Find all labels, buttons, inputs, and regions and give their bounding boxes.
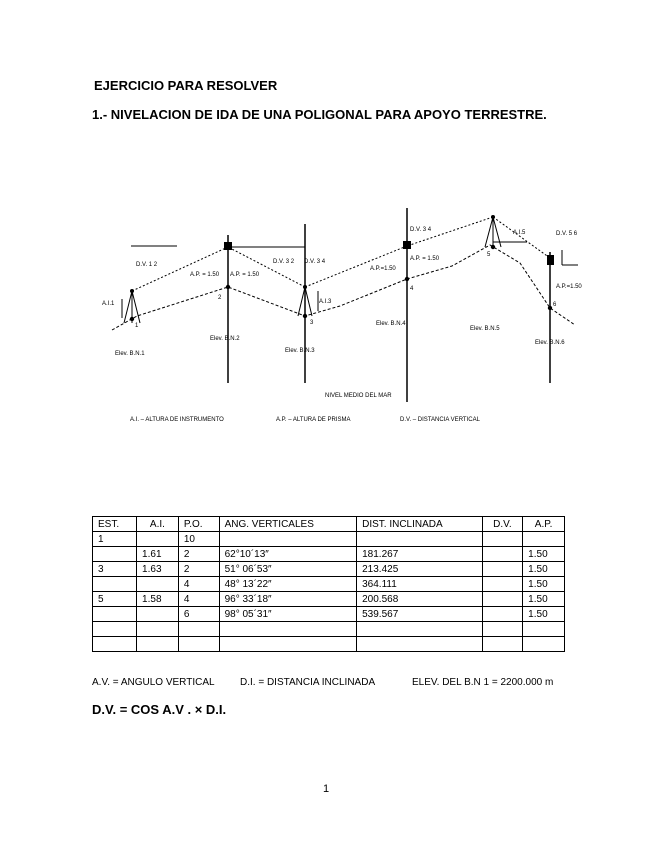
label-p2: 2: [218, 295, 222, 301]
leveling-table: [92, 516, 565, 652]
instrument-3: [303, 285, 307, 289]
col-ang: ANG. VERTICALES: [219, 517, 357, 532]
table-cell: 10: [178, 532, 219, 547]
table-header-row: [93, 517, 565, 532]
table-cell: 5: [93, 592, 137, 607]
table-body: [93, 532, 565, 652]
label-dv56: D.V. 5 6: [556, 231, 578, 237]
sight-line-3-2: [228, 247, 305, 287]
label-elev2: Elev. B.N.2: [210, 336, 240, 342]
prism-4: [403, 241, 411, 249]
table-cell: 3: [93, 562, 137, 577]
table-cell: 539.567: [357, 607, 483, 622]
table-cell: 4: [178, 592, 219, 607]
table-cell: [482, 577, 522, 592]
table-cell: 48° 13´22″: [219, 577, 357, 592]
label-elev6: Elev. B.N.6: [535, 340, 565, 346]
col-dist: DIST. INCLINADA: [357, 517, 483, 532]
label-elev4: Elev. B.N.4: [376, 321, 406, 327]
table-cell: 1.63: [137, 562, 179, 577]
label-p3: 3: [310, 320, 314, 326]
table-cell: [523, 532, 565, 547]
leveling-diagram: [0, 190, 655, 440]
table-cell: 200.568: [357, 592, 483, 607]
point-3: [303, 314, 307, 318]
table-cell: [357, 622, 483, 637]
prism-6: [547, 255, 554, 265]
sight-line-5-6: [493, 217, 550, 258]
table-cell: 4: [178, 577, 219, 592]
label-ap4b: A.P. = 1.50: [410, 256, 440, 262]
table-cell: 1.50: [523, 607, 565, 622]
table-cell: 213.425: [357, 562, 483, 577]
label-p1: 1: [135, 323, 139, 329]
table-cell: [482, 637, 522, 652]
label-elev5: Elev. B.N.5: [470, 326, 500, 332]
label-p4: 4: [410, 286, 414, 292]
table-cell: [523, 622, 565, 637]
point-6: [548, 306, 552, 310]
table-cell: [482, 532, 522, 547]
table-cell: [93, 622, 137, 637]
table-cell: 1.61: [137, 547, 179, 562]
table-cell: 1.50: [523, 562, 565, 577]
document-title: 1.- NIVELACION DE IDA DE UNA POLIGONAL PARA APOYO TERRESTRE.: [92, 107, 547, 122]
table-cell: [178, 622, 219, 637]
table-row: [93, 592, 565, 607]
table-cell: 1.58: [137, 592, 179, 607]
legend-ap: A.P. – ALTURA DE PRISMA: [276, 417, 351, 423]
label-dv32: D.V. 3 2: [273, 259, 295, 265]
label-dv34a: D.V. 3 4: [304, 259, 326, 265]
label-elev3: Elev. B.N.3: [285, 348, 315, 354]
label-ai5: A.I.5: [513, 230, 526, 236]
legend-av: A.V. = ANGULO VERTICAL: [92, 677, 215, 688]
table-cell: 98° 05´31″: [219, 607, 357, 622]
exercise-heading: EJERCICIO PARA RESOLVER: [94, 78, 278, 93]
point-5: [491, 245, 495, 249]
label-ai1: A.I.1: [102, 301, 115, 307]
table-cell: [482, 592, 522, 607]
table-row: [93, 637, 565, 652]
table-row: [93, 622, 565, 637]
label-ap4a: A.P.=1.50: [370, 266, 396, 272]
table-cell: 51° 06´53″: [219, 562, 357, 577]
legend-di: D.I. = DISTANCIA INCLINADA: [240, 677, 376, 688]
table-row: [93, 532, 565, 547]
col-ap: A.P.: [523, 517, 565, 532]
table-cell: [357, 532, 483, 547]
label-p6: 6: [553, 302, 557, 308]
prism-2: [224, 242, 232, 250]
label-dv12: D.V. 1 2: [136, 262, 158, 268]
point-4: [405, 277, 409, 281]
table-cell: [137, 622, 179, 637]
table-row: [93, 562, 565, 577]
table-cell: [482, 607, 522, 622]
label-p5: 5: [487, 252, 491, 258]
table-cell: [137, 607, 179, 622]
table-cell: [137, 577, 179, 592]
table-cell: 1: [93, 532, 137, 547]
table-cell: 1.50: [523, 547, 565, 562]
table-cell: 6: [178, 607, 219, 622]
table-cell: [482, 547, 522, 562]
col-est: EST.: [93, 517, 137, 532]
legend-elev-bn1: ELEV. DEL B.N 1 = 2200.000 m: [412, 677, 554, 688]
legend-dv: D.V. – DISTANCIA VERTICAL: [400, 417, 480, 423]
table-cell: 2: [178, 562, 219, 577]
label-ap2b: A.P. = 1.50: [230, 272, 260, 278]
table-cell: [219, 622, 357, 637]
dv-formula: D.V. = COS A.V . × D.I.: [92, 702, 227, 717]
point-1: [130, 317, 134, 321]
label-sea-level: NIVEL MEDIO DEL MAR: [325, 393, 392, 399]
col-ai: A.I.: [137, 517, 179, 532]
table-cell: [482, 622, 522, 637]
table-cell: [137, 532, 179, 547]
terrain-line: [112, 245, 575, 330]
table-cell: [93, 577, 137, 592]
table-cell: [93, 547, 137, 562]
instrument-5: [491, 215, 495, 219]
table-cell: [219, 532, 357, 547]
table-cell: 1.50: [523, 577, 565, 592]
table-cell: 62°10´13″: [219, 547, 357, 562]
col-dv: D.V.: [482, 517, 522, 532]
instrument-1: [130, 289, 134, 293]
label-ai3: A.I.3: [319, 299, 332, 305]
label-ap2a: A.P. = 1.50: [190, 272, 220, 278]
legend-ai: A.I. – ALTURA DE INSTRUMENTO: [130, 417, 224, 423]
point-2: [226, 285, 230, 289]
table-cell: [93, 607, 137, 622]
table-cell: 181.267: [357, 547, 483, 562]
table-cell: [357, 637, 483, 652]
table-cell: 96° 33´18″: [219, 592, 357, 607]
tripod-3: [298, 287, 312, 316]
table-cell: [178, 637, 219, 652]
table-cell: [137, 637, 179, 652]
table-cell: [93, 637, 137, 652]
label-elev1: Elev. B.N.1: [115, 351, 145, 357]
table-cell: [523, 637, 565, 652]
table-row: [93, 577, 565, 592]
sight-line-1-2: [132, 247, 228, 291]
table-cell: [482, 562, 522, 577]
table-row: [93, 607, 565, 622]
table-row: [93, 547, 565, 562]
label-ap6: A.P.=1.50: [556, 284, 582, 290]
label-dv34b: D.V. 3 4: [410, 227, 432, 233]
page-number: 1: [323, 783, 330, 795]
table-cell: 1.50: [523, 592, 565, 607]
table-cell: 2: [178, 547, 219, 562]
table-cell: 364.111: [357, 577, 483, 592]
col-po: P.O.: [178, 517, 219, 532]
table-cell: [219, 637, 357, 652]
